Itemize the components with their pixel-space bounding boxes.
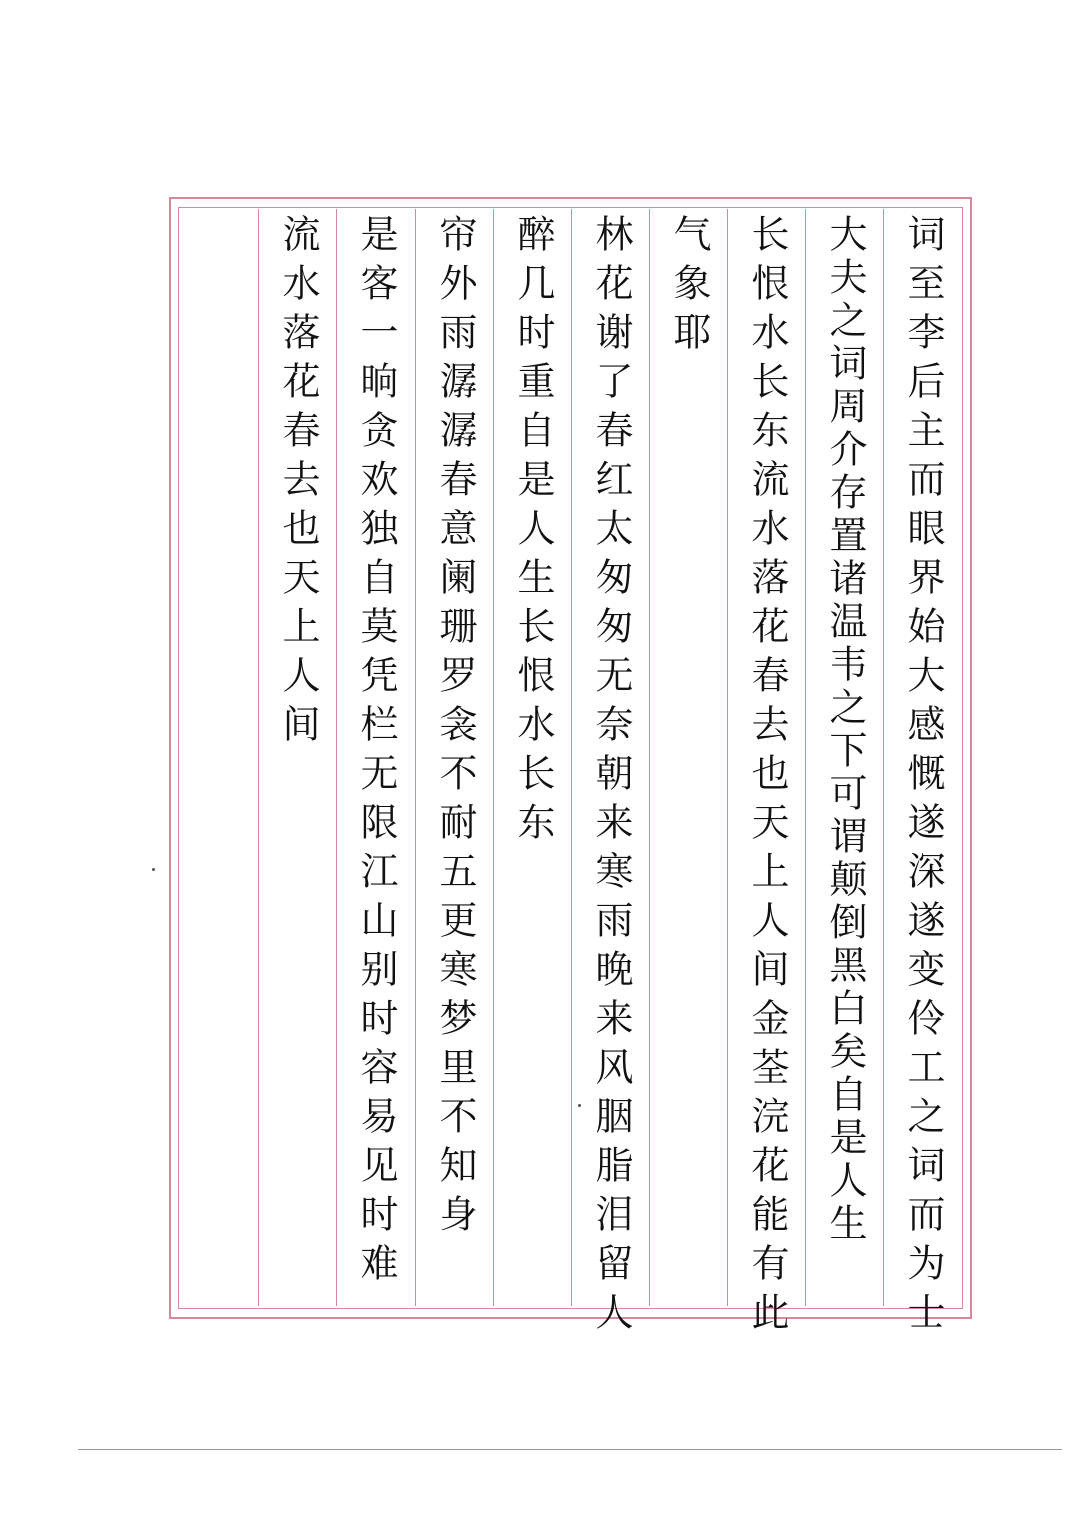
- column-divider: [805, 209, 806, 1306]
- column-text: 林花谢了春红太匆匆无奈朝来寒雨晚来风胭脂泪留人: [589, 214, 633, 1341]
- column-text: 大夫之词周介存置诸温韦之下可谓颠倒黑白矣自是人生: [823, 214, 867, 1246]
- column-divider: [883, 209, 884, 1306]
- paper-speck: [152, 868, 155, 871]
- column-text: 醉几时重自是人生长恨水长东: [511, 214, 555, 851]
- column-text: 是客一晌贪欢独自莫凭栏无限江山别时容易见时难: [354, 214, 398, 1292]
- column-text: 流水落花春去也天上人间: [276, 214, 320, 753]
- bottom-rule: [78, 1449, 1062, 1450]
- column-divider: [493, 209, 494, 1306]
- column-divider: [727, 209, 728, 1306]
- paper-speck: [578, 1104, 581, 1107]
- text-column-7: [425, 214, 485, 1304]
- text-column-4: [659, 214, 719, 1304]
- text-column-6: [503, 214, 563, 1304]
- text-column-2: [815, 214, 875, 1304]
- text-column-8: [346, 214, 406, 1304]
- text-column-3: [737, 214, 797, 1341]
- text-column-9: [268, 214, 328, 1304]
- column-divider: [415, 209, 416, 1306]
- column-divider: [258, 209, 259, 1306]
- column-text: 长恨水长东流水落花春去也天上人间金荃浣花能有此: [745, 214, 789, 1341]
- text-column-1: [893, 214, 953, 1341]
- column-divider: [649, 209, 650, 1306]
- text-column-5: [581, 214, 641, 1341]
- column-divider: [571, 209, 572, 1306]
- column-text: 气象耶: [667, 214, 711, 361]
- column-text: 词至李后主而眼界始大感慨遂深遂变伶工之词而为士: [901, 214, 945, 1341]
- column-text: 帘外雨潺潺春意阑珊罗衾不耐五更寒梦里不知身: [433, 214, 477, 1243]
- column-divider: [336, 209, 337, 1306]
